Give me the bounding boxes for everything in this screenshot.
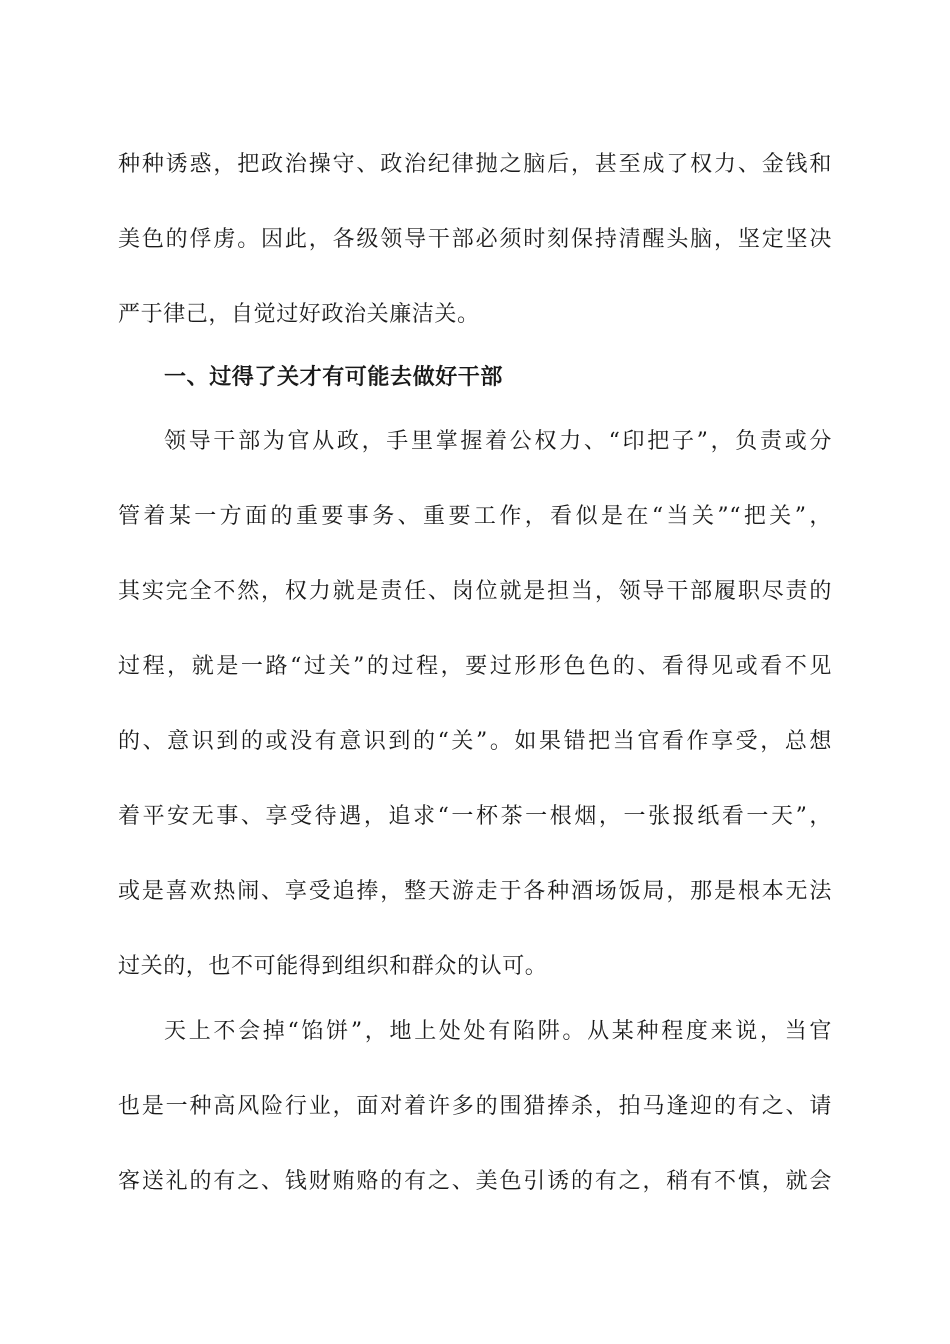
paragraph-line: 其实完全不然，权力就是责任、岗位就是担当，领导干部履职尽责的: [118, 579, 832, 604]
paragraph-line: 领导干部为官从政，手里掌握着公权力、“印把子”，负责或分: [164, 429, 832, 454]
paragraph-line: 美色的俘虏。因此，各级领导干部必须时刻保持清醒头脑，坚定坚决: [118, 227, 832, 252]
paragraph-line: 着平安无事、享受待遇，追求“一杯茶一根烟，一张报纸看一天”，: [118, 804, 832, 829]
paragraph-line: 天上不会掉“馅饼”，地上处处有陷阱。从某种程度来说，当官: [164, 1019, 832, 1044]
paragraph-line: 严于律己，自觉过好政治关廉洁关。: [118, 302, 480, 327]
paragraph-line: 种种诱惑，把政治操守、政治纪律抛之脑后，甚至成了权力、金钱和: [118, 152, 832, 177]
paragraph-line: 过程，就是一路“过关”的过程，要过形形色色的、看得见或看不见: [118, 654, 832, 679]
section-heading: 一、过得了关才有可能去做好干部: [164, 365, 504, 390]
paragraph-line: 也是一种高风险行业，面对着许多的围猎捧杀，拍马逢迎的有之、请: [118, 1094, 832, 1119]
paragraph-line: 管着某一方面的重要事务、重要工作，看似是在“当关”“把关”，: [118, 504, 832, 529]
paragraph-line: 或是喜欢热闹、享受追捧，整天游走于各种酒场饭局，那是根本无法: [118, 879, 832, 904]
paragraph-line: 的、意识到的或没有意识到的“关”。如果错把当官看作享受，总想: [118, 729, 832, 754]
paragraph-line: 过关的，也不可能得到组织和群众的认可。: [118, 954, 548, 979]
paragraph-line: 客送礼的有之、钱财贿赂的有之、美色引诱的有之，稍有不慎，就会: [118, 1169, 832, 1194]
